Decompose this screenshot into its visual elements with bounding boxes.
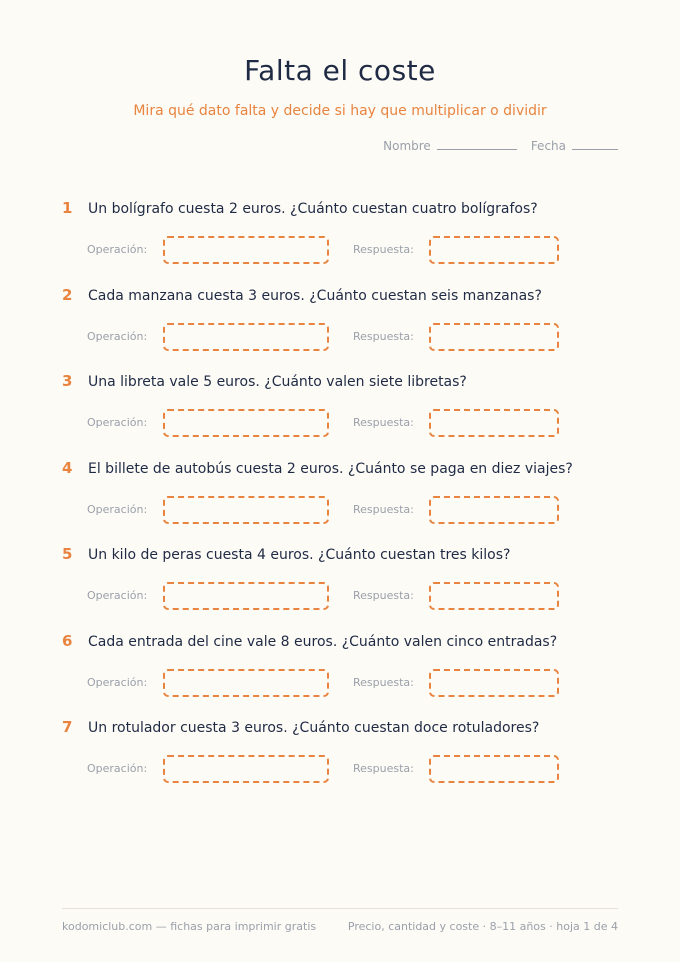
- question-text: Una libreta vale 5 euros. ¿Cuánto valen siete libretas?: [88, 374, 467, 390]
- question-text: Cada entrada del cine vale 8 euros. ¿Cuánto valen cinco entradas?: [88, 633, 558, 650]
- question-text: Un kilo de peras cuesta 4 euros. ¿Cuánto cuestan tres kilos?: [88, 547, 511, 563]
- operation-box[interactable]: [163, 236, 329, 264]
- date-label: Fecha: [530, 139, 566, 153]
- question-text: Un bolígrafo cuesta 2 euros. ¿Cuánto cuestan cuatro bolígrafos?: [88, 201, 538, 217]
- question-number: 7: [62, 718, 73, 736]
- question-item: [62, 199, 622, 286]
- answer-label: Respuesta:: [353, 762, 414, 775]
- operation-label: Operación:: [87, 329, 148, 343]
- answer-label: Respuesta:: [353, 243, 414, 256]
- operation-label: Operación:: [87, 502, 148, 516]
- answer-box[interactable]: [429, 669, 559, 697]
- answer-label: Respuesta:: [353, 589, 414, 602]
- question-text: El billete de autobús cuesta 2 euros. ¿Cuánto se paga en diez viajes?: [88, 460, 573, 477]
- question-text: Cada manzana cuesta 3 euros. ¿Cuánto cuestan seis manzanas?: [88, 287, 542, 304]
- operation-label: Operación:: [87, 416, 148, 429]
- question-item: [62, 459, 622, 546]
- name-label: Nombre: [383, 139, 431, 153]
- answer-box[interactable]: [429, 496, 559, 524]
- question-item: [62, 286, 622, 373]
- page-title: Falta el coste: [244, 54, 436, 87]
- operation-box[interactable]: [163, 323, 329, 351]
- operation-box[interactable]: [163, 582, 329, 610]
- question-item: [62, 545, 622, 632]
- operation-label: Operación:: [87, 589, 148, 602]
- operation-box[interactable]: [163, 496, 329, 524]
- answer-box[interactable]: [429, 323, 559, 351]
- question-number: 4: [62, 458, 73, 477]
- question-item: [62, 372, 622, 459]
- operation-box[interactable]: [163, 669, 329, 697]
- question-number: 1: [62, 199, 73, 217]
- page-subtitle: Mira qué dato falta y decide si hay que multiplicar o dividir: [133, 103, 547, 119]
- footer-site: kodomiclub.com — fichas para imprimir gratis: [62, 920, 317, 933]
- operation-box[interactable]: [163, 755, 329, 783]
- date-line[interactable]: [572, 148, 618, 150]
- answer-label: Respuesta:: [353, 502, 414, 516]
- question-number: 2: [62, 285, 73, 304]
- question-item: [62, 632, 622, 719]
- footer-divider: [62, 908, 618, 909]
- name-date-fields: [383, 139, 618, 153]
- operation-label: Operación:: [87, 243, 148, 256]
- answer-box[interactable]: [429, 236, 559, 264]
- operation-label: Operación:: [87, 675, 148, 689]
- question-list: [62, 199, 622, 805]
- answer-box[interactable]: [429, 582, 559, 610]
- operation-box[interactable]: [163, 409, 329, 437]
- answer-label: Respuesta:: [353, 675, 414, 689]
- question-number: 6: [62, 631, 73, 650]
- answer-label: Respuesta:: [353, 416, 414, 429]
- answer-box[interactable]: [429, 755, 559, 783]
- answer-box[interactable]: [429, 409, 559, 437]
- answer-label: Respuesta:: [353, 329, 414, 343]
- question-text: Un rotulador cuesta 3 euros. ¿Cuánto cuestan doce rotuladores?: [88, 720, 540, 736]
- operation-label: Operación:: [87, 762, 148, 775]
- footer-sheet-info: Precio, cantidad y coste · 8–11 años · hoja 1 de 4: [347, 920, 618, 933]
- question-number: 5: [62, 545, 73, 563]
- question-item: [62, 718, 622, 805]
- name-line[interactable]: [437, 148, 517, 150]
- question-number: 3: [62, 372, 73, 390]
